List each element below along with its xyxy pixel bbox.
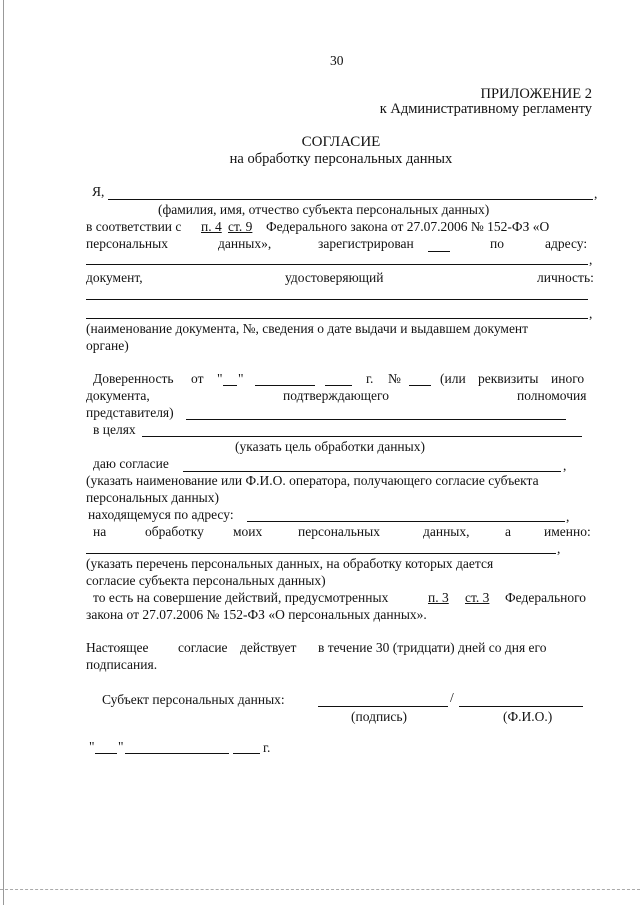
proxy-w8: реквизиты [478,371,539,386]
actions-post: Федерального [505,590,587,605]
on-w6: а [505,524,511,539]
data-list-line [86,553,556,554]
purpose-line [142,436,582,437]
address-line [86,264,588,265]
proxy-w2: от [191,371,204,386]
on-w2: обработку [145,524,204,539]
name-hint: (Ф.И.О.) [503,709,553,724]
law-link-point: п. 4 [201,219,222,234]
doc-line-2 [86,318,588,319]
on-w1: на [93,524,107,539]
address-comma: , [589,252,593,267]
proxy2-w3: полномочия [517,388,587,403]
proxy-w1: Доверенность [93,371,174,386]
date-month-blank [125,753,229,754]
operator-comma: , [563,458,567,473]
law-pre: в соответствии с [86,219,182,234]
validity-w2: согласие [178,640,228,655]
purpose-hint: (указать цель обработки данных) [235,439,425,454]
operator-address-comma: , [566,509,570,524]
consent-label: даю согласие [93,456,169,471]
doc-line-1 [86,299,588,300]
proxy2-w1: документа, [86,388,150,403]
doc-w2: удостоверяющий [285,270,384,285]
validity-w4: в течение 30 (тридцати) дней со дня его [318,640,547,655]
name-line [459,706,583,707]
proxy-w7: (или [440,371,466,386]
date-quote-open: " [89,739,95,754]
on-w4: персональных [298,524,380,539]
law2-w5: адресу: [545,236,588,251]
purpose-label: в целях [93,422,136,437]
fio-line [108,199,593,200]
on-w3: моих [233,524,263,539]
appendix-subtitle: к Административному регламенту [379,101,592,117]
date-year-label: г. [263,740,271,755]
actions-line-2: закона от 27.07.2006 № 152-ФЗ «О персональных данных». [86,607,427,622]
actions-link-article: ст. 3 [465,590,490,605]
validity-line-2: подписания. [86,657,158,672]
law2-w4: по [490,236,504,251]
proxy-w9: иного [551,371,585,386]
on-w7: именно: [544,524,591,539]
doc-w1: документ, [86,270,143,285]
ya-label: Я, [92,184,105,199]
fio-comma: , [594,186,598,201]
signature-line [318,706,448,707]
representative-line [186,419,566,420]
on-w5: данных, [423,524,470,539]
list-hint-1: (указать перечень персональных данных, на обработку которых дается [86,556,494,571]
doc-subtitle: на обработку персональных данных [229,151,453,167]
law2-w1: персональных [86,236,168,251]
law-post: Федерального закона от 27.07.2006 № 152-ФЗ «О [266,219,550,234]
signature-hint: (подпись) [351,709,408,724]
proxy-quote-close: " [238,371,244,386]
doc-title: СОГЛАСИЕ [301,134,381,150]
date-day-blank [95,753,117,754]
doc-comma: , [589,306,593,321]
appendix-title: ПРИЛОЖЕНИЕ 2 [480,86,592,102]
registered-blank [428,251,450,252]
actions-pre: то есть на совершение действий, предусмотренных [93,590,389,605]
proxy3-label: представителя) [86,405,174,420]
located-label: находящемуся по адресу: [88,507,234,522]
list-hint-2: согласие субъекта персональных данных) [86,573,326,588]
doc-hint-1: (наименование документа, №, сведения о дате выдачи и выдавшем документ [86,321,529,336]
proxy-year-label: г. [366,371,374,386]
law2-w2: данных», [218,236,272,251]
proxy2-w2: подтверждающего [283,388,390,403]
operator-hint-2: персональных данных) [86,490,219,505]
doc-w3: личность: [537,270,594,285]
operator-hint-1: (указать наименование или Ф.И.О. оператора, получающего согласие субъекта [86,473,539,488]
proxy-number-label: № [388,371,401,386]
operator-line [183,471,561,472]
law2-w3: зарегистрирован [318,236,414,251]
page-edge-bottom [0,889,640,890]
subject-label: Субъект персональных данных: [102,692,285,707]
proxy-number-blank [409,385,431,386]
law-link-article: ст. 9 [228,219,253,234]
proxy-year-blank [325,385,352,386]
date-year-blank [233,753,260,754]
actions-link-point: п. 3 [428,590,449,605]
fio-hint: (фамилия, имя, отчество субъекта персональных данных) [158,202,490,217]
signature-slash: / [450,690,454,705]
proxy-quote-open: " [217,371,223,386]
proxy-month-blank [255,385,315,386]
validity-w1: Настоящее [86,640,149,655]
date-quote-close: " [118,739,124,754]
proxy-day-blank [223,385,237,386]
doc-hint-2: органе) [86,338,129,353]
page-number: 30 [330,53,344,68]
data-list-comma: , [557,541,561,556]
operator-address-line [247,521,565,522]
validity-w3: действует [240,640,297,655]
